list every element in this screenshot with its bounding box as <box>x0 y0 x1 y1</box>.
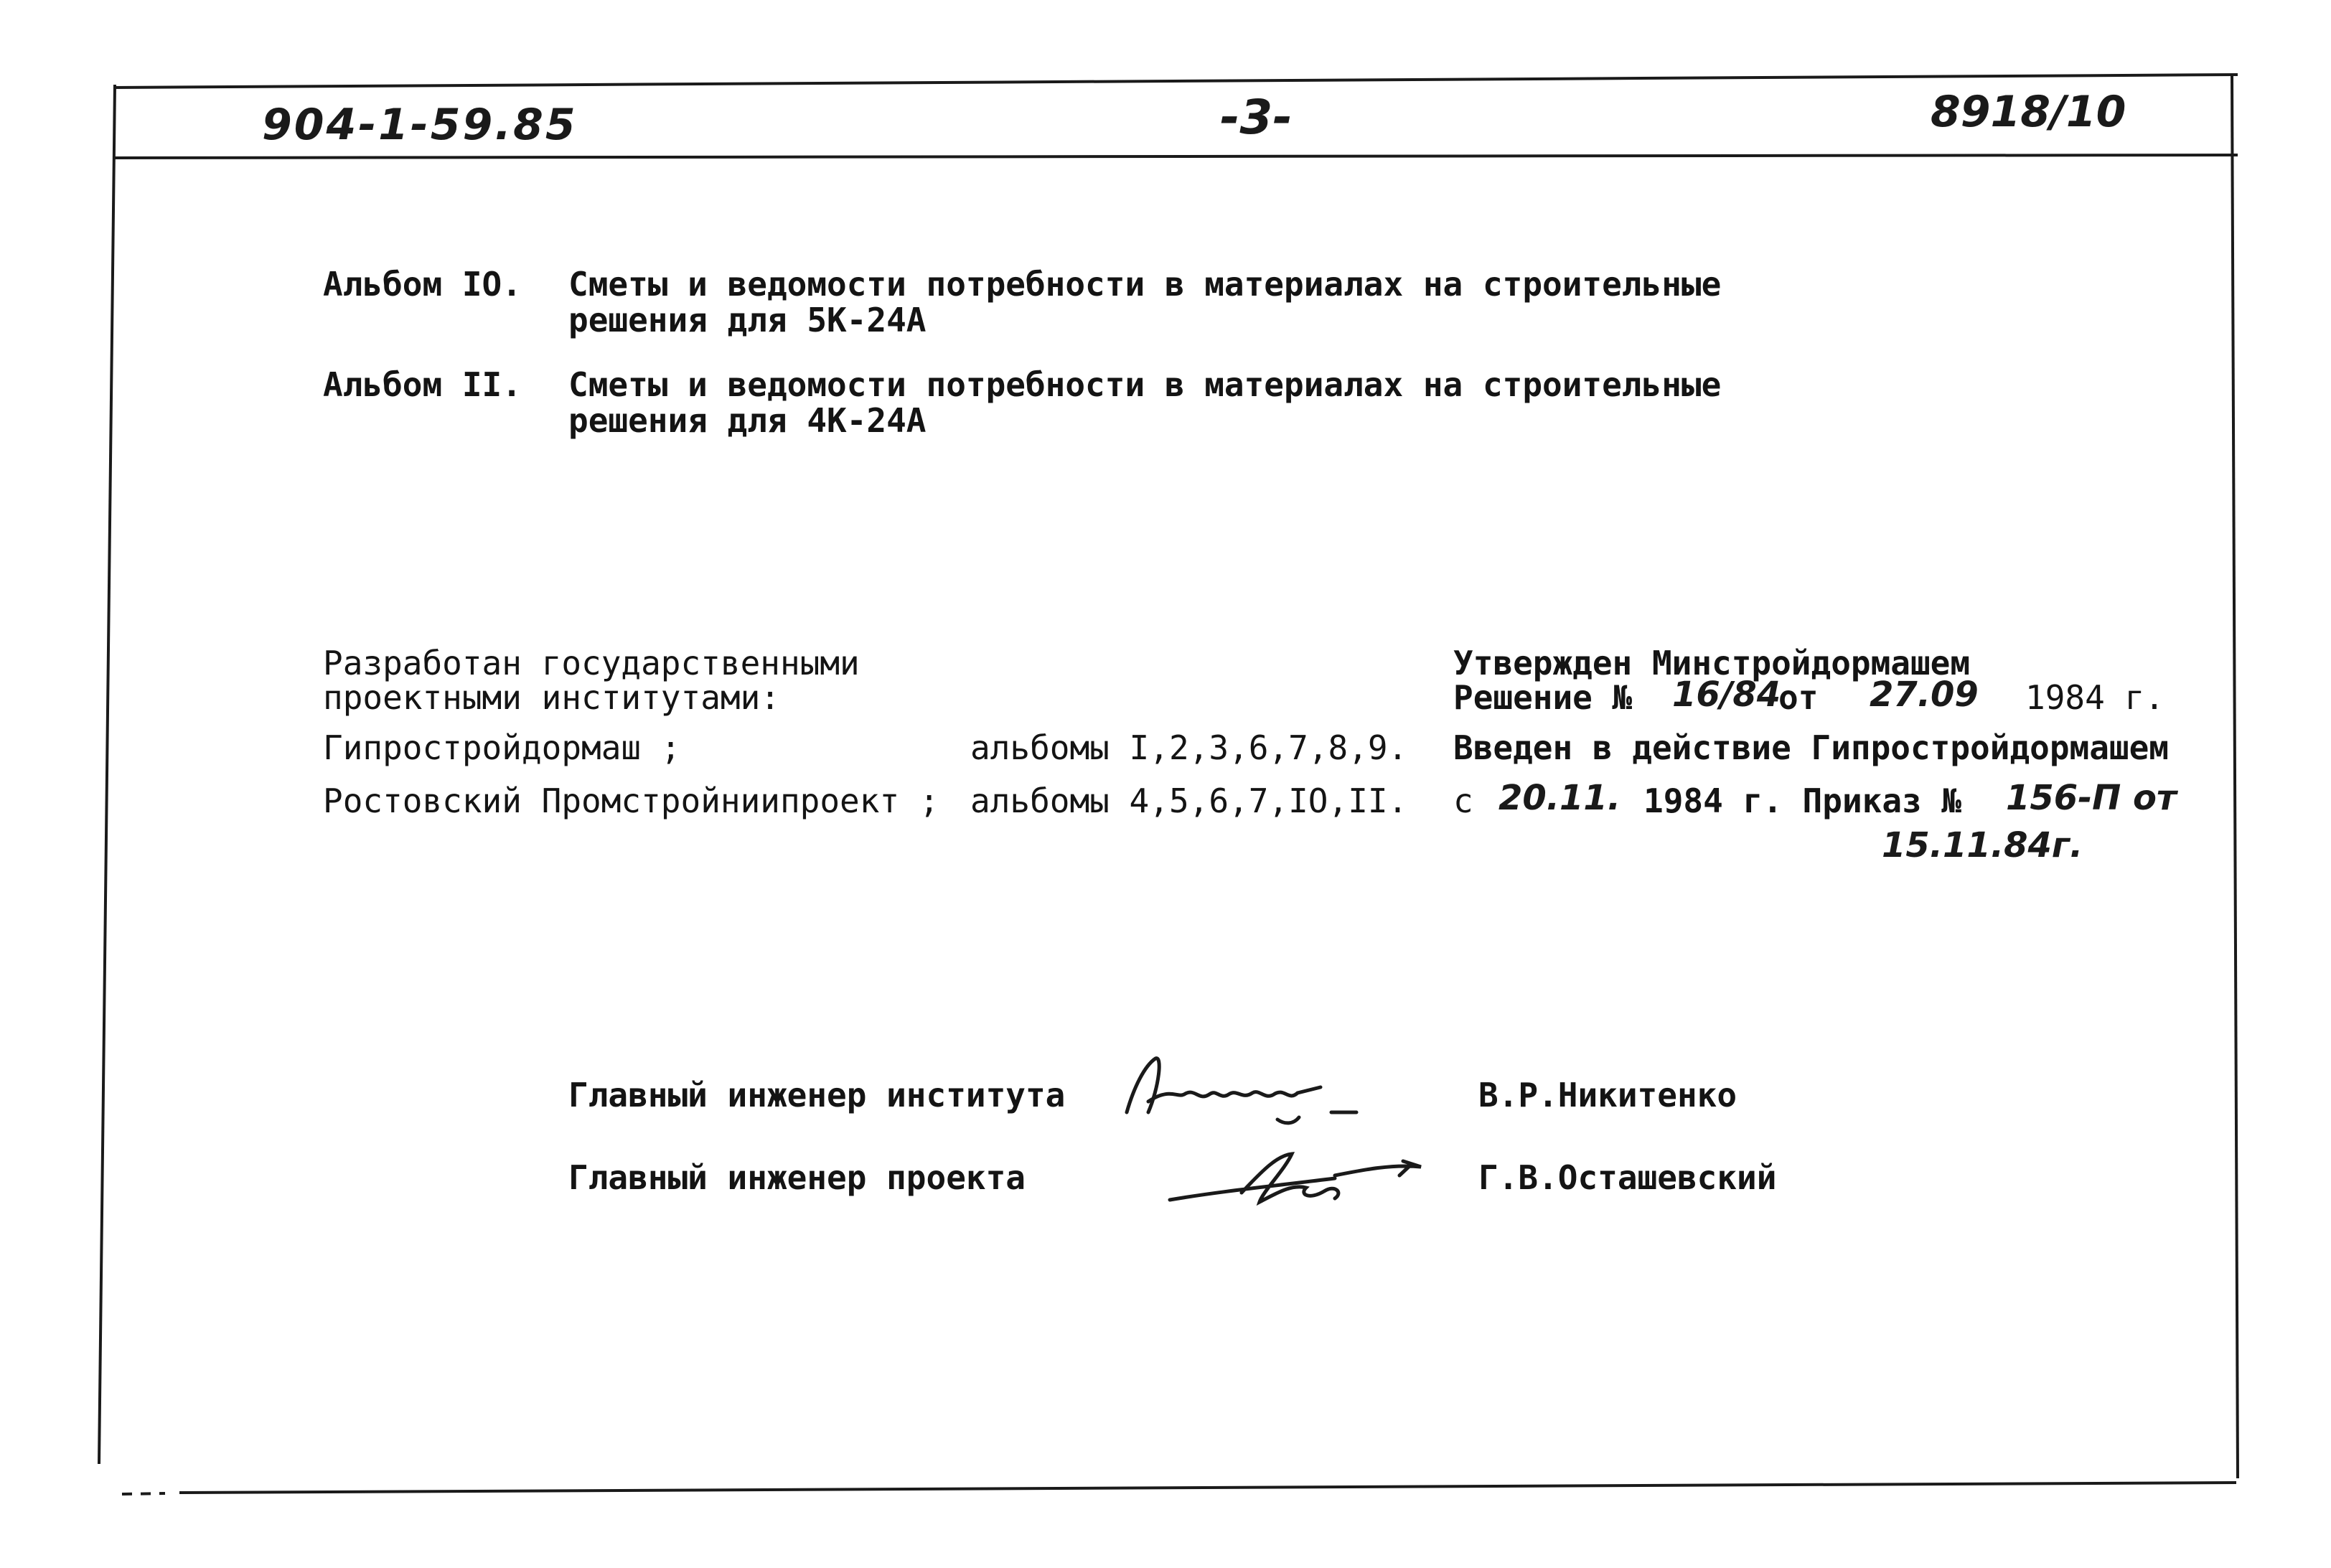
signer-name-ostashevsky: Г.В.Осташевский <box>1478 1158 1777 1197</box>
org-rostov-promstroyniiproekt: Ростовский Промстройниипроект ; <box>323 781 939 820</box>
decision-year: 1984 г. <box>2025 678 2164 717</box>
frame-right-line <box>2232 75 2238 1478</box>
developed-line1: Разработан государственными <box>323 644 860 682</box>
album-11-desc-line1: Сметы и ведомости потребности в материалах на строительные <box>568 365 1722 404</box>
decision-prefix: Решение № <box>1453 678 1633 717</box>
album-11-label: Альбом II. <box>323 365 522 404</box>
enacted-line: Введен в действие Гипростройдормашем <box>1453 728 2169 767</box>
signature-nikitenko <box>1105 1044 1378 1137</box>
decision-number: 16/84 <box>1672 675 1781 715</box>
enacted-date: 20.11. <box>1498 778 1621 818</box>
decision-date: 27.09 <box>1870 675 1979 715</box>
enacted-year-order: 1984 г. Приказ № <box>1643 781 1962 820</box>
frame-top-line <box>113 75 2238 88</box>
org-rostov-albums: альбомы 4,5,6,7,IO,II. <box>970 781 1408 820</box>
org-giprostroydormash-albums: альбомы I,2,3,6,7,8,9. <box>970 728 1408 767</box>
header-divider <box>115 155 2238 158</box>
frame-bottom-line <box>179 1483 2236 1493</box>
developed-line2: проектными институтами: <box>323 678 780 717</box>
decision-from: от <box>1778 678 1819 717</box>
signer-name-nikitenko: В.Р.Никитенко <box>1478 1076 1737 1114</box>
album-10-desc-line2: решения для 5К-24А <box>568 301 927 339</box>
inventory-number: 8918/10 <box>1931 87 2126 137</box>
frame-left-line <box>99 85 115 1464</box>
album-11-desc-line2: решения для 4К-24А <box>568 401 927 440</box>
signature-ostashevsky <box>1155 1141 1443 1220</box>
album-10-desc-line1: Сметы и ведомости потребности в материалах на строительные <box>568 265 1722 304</box>
album-10-label: Альбом IO. <box>323 265 522 304</box>
enacted-prefix: с <box>1453 781 1473 820</box>
approved-by: Утвержден Минстройдормашем <box>1453 644 1971 682</box>
org-giprostroydormash: Гипростройдормаш ; <box>323 728 681 767</box>
order-date: 15.11.84г. <box>1882 825 2083 865</box>
frame-bottom-dash <box>122 1493 165 1494</box>
signature-role-project: Главный инженер проекта <box>568 1158 1026 1197</box>
page-number: -3- <box>1220 90 1293 145</box>
doc-code: 904-1-59.85 <box>262 100 578 150</box>
signature-role-institute: Главный инженер института <box>568 1076 1066 1114</box>
order-number: 156-П от <box>2006 778 2177 818</box>
